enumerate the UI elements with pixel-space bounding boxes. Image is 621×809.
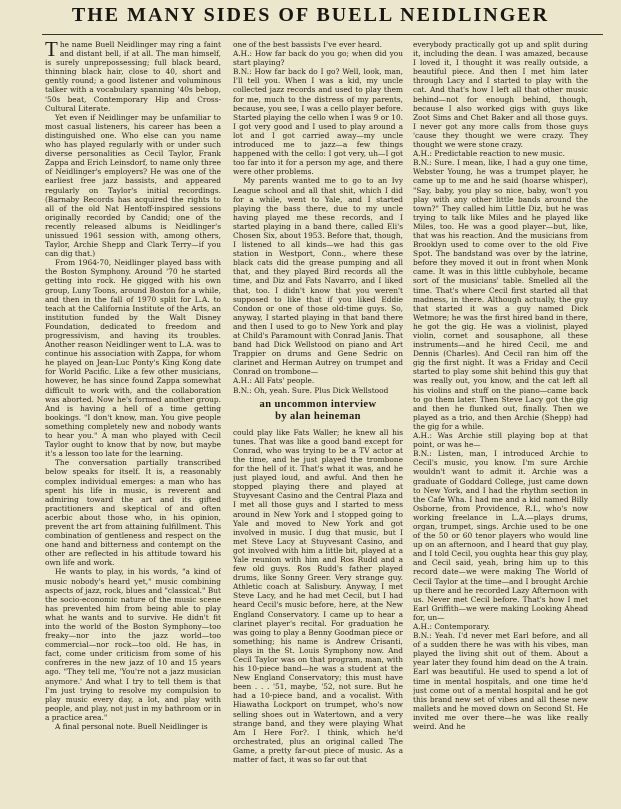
column-1	[45, 40, 221, 808]
question: A.H.: How far back do you go; when did you start playing?	[233, 49, 403, 68]
paragraph: The conversation partially transcribed below speaks for itself. It is, a reasonably complex individual emerges: a man who has spent his life in music, is reverent and admiring toward the art and its gifted practitioners and skeptical of and often acerbic about those who, in his opinion, prevent the art from attaining fulfillment. This combination of gentleness and respect on the one hand and bitterness and contempt on the other are reflected in his attitude toward his own life and work.	[45, 458, 221, 568]
answer: B.N.: How far back do I go? Well, look, man, I'll tell you. When I was a kid, my uncle collected jazz records and used to play them for me, much to the distress of my parents, because, you see, I was a cello player before. Started playing the cello when I was 9 or 10. I got very good and I used to play around a lot and I got carried away—my uncle introduced me to jazz—a few things happened with the cello: I got very, uh—I got too far into it for a person my age, and there were other problems.	[233, 67, 403, 177]
answer: B.N.: Sure. I mean, like, I had a guy one time, Webster Young, he was a trumpet player, he came up to me and he said (hoarse whisper), "Say, baby, you play so nice, baby, won't you play with any other little bands around the town?" They called him Little Diz, but he was trying to talk like Miles and he played like Miles, too. He was a good player—but, like, that was his reaction. And the musicians from Brooklyn used to come over to the old Five Spot. The bandstand was over by the latrine, before they moved it out in front when Monk came. It was in this little cubbyhole, became sort of the musicians' table. Smelled all the time. That's where Cecil first started all that madness, in there. Although actually, the guy that started it was a guy named Dick Wetmore; he was the first hired band in there, he got the gig. He was a violinist, played violin, cornet and sousaphone, all these instruments—and he hired Cecil, me and Dennis (Charles). And Cecil ran him off the gig the first night. It was a Friday and Cecil started to play some shit behind this guy that was really out, you know, and the cat left all his violins and stuff on the piano—came back to go them later. Then Steve Lacy got the gig and then he flunked out, finally. Then we played as a trio, and then Archie (Shepp) had the gig for a while.	[413, 158, 588, 431]
paragraph: A final personal note. Buell Neidlinger is	[55, 722, 208, 732]
paragraph: Yet even if Neidlinger may be unfamiliar to most casual listeners, his career has been a distinguished one. Who else can you name who has played regularly with or under such diverse personalities as Cecil Taylor, Frank Zappa and Erich Leinsdorf, to name only three of Neidlinger's employers? He was one of the earliest free jazz bassists, and appeared regularly on Taylor's initial recordings. (Barnaby Records has acquired the rights to all of the old Nat Hentoff-inspired sessions originally recorded by Candid; one of the recently released albums is Neidlinger's unissued 1961 session with, among others, Taylor, Archie Shepp and Clark Terry—if you can dig that.)	[45, 112, 221, 259]
paragraph	[45, 40, 221, 113]
title-rule	[42, 34, 603, 35]
question: A.H.: Was Archie still playing bop at that point, or was he—	[413, 431, 588, 450]
answer: B.N.: Listen, man, I introduced Archie to Cecil's music, you know. I'm sure Archie wouldn't want to admit it. Archie was a graduate of Goddard College, just came down to New York, and I had the rhythm section in the Cafe Wha. I had me and a kid named Billy Osborne, from Providence, R.I., who's now working freelance in L.A.—plays drums, organ, trumpet, sings. Archie used to be one of the 50 or 60 tenor players who would line up on an afternoon, and I heard that guy play, and I told Cecil, you oughta hear this guy play, and Cecil said, yeah, bring him up to this record date—we were making The World of Cecil Taylor at the time—and I brought Archie up there and he recorded Lazy Afternoon with us. Never met Cecil before. That's how I met Earl Griffith—we were making Looking Ahead for, un—	[413, 449, 588, 622]
paragraph-text: he name Buell Neidlinger may ring a faint and distant bell, if at all. The man himself, is surely unprepossessing; full black beard, thinning black hair, close to 40, short and gently round; a good listener and voluminous talker with a vocabulary spanning '40s bebop, '50s beat, Contemporary Hip and Cross-Cultural Literate.	[45, 40, 221, 113]
paragraph: My parents wanted me to go to an Ivy League school and all that shit, which I did for a while, went to Yale, and I started playing the bass there, due to my uncle having played me these records, and I started playing in a band there, called Eli's Chosen Six, about 1953. Before that, though, I listened to all kinds—we had this gas station in Westport, Conn., where these black cats did the grease pumping and all that, and they played Bird records all the time, and Diz and Fats Navarro, and I liked that, too. I didn't know that you weren't supposed to like that if you liked Eddie Condon or one of those old-time guys. So, anyway, I started playing in that band there and then I used to go to New York and play at Child's Paramount with Conrad Janis. That band had Dick Wellstood on piano and Art Trappier on drums and Gene Sedric on clarinet and Herman Autrey on trumpet and Conrad on trombone—	[233, 176, 403, 377]
question: A.H.: Contemporary.	[413, 622, 490, 631]
paragraph: one of the best bassists I've ever heard.	[233, 40, 382, 49]
paragraph: He wants to play, in his words, "a kind of music nobody's heard yet," music combining aspects of jazz, rock, blues and "classical." But the socio-economic nature of the music scene has prevented him from being able to play what he wants and to survive. He didn't fit into the world of the Boston Symphony—too freaky—nor into the jazz world—too commercial—nor rock—too old. He has, in fact, come under criticism from some of his confreres in the new jazz of 10 and 15 years ago. "They tell me, 'You're not a jazz musician anymore.' And what I try to tell them is that I'm just trying to resolve my compulsion to play music every day, a lot, and play with people, and play, not just in my bathroom or in a practice area."	[45, 567, 221, 722]
byline: by alan heineman	[275, 410, 361, 422]
paragraph: could play like Fats Waller; he knew all his tunes. That was like a good band except for Conrad, who was trying to be a TV actor at the time, and he just played the trombone for the hell of it. That's what it was, and he just played loud, and awful. And then he stopped playing there and played at Stuyvesant Casino and the Central Plaza and I met all those guys and I started to mess around in New York and I stopped going to Yale and moved to New York and got involved in music. I dug that music, but I met Steve Lacy at Stuyvesant Casino, and got involved with him a little bit, played at a Yale reunion with him and Ros Rudd and a few old guys. Ros Rudd's father played drums, like Sonny Greer. Very strange guy. Athletic coach at Salisbury. Anyway, I met Steve Lacy, and he had met Cecil, but I had heard Cecil's music before, here, at the New England Conservatory. I came up to hear a clarinet player's recital. For graduation he was going to play a Benny Goodman piece or something; his name is Andrew Crisanti, plays in the St. Louis Symphony now. And Cecil Taylor was on that program, man, with his 10-piece band—he was a student at the New England Conservatory; this must have been . . . '51, maybe, '52, not sure. But he had a 10-piece band, and a vocalist. With Hiawatha Lockport on trumpet, who's now selling shoes out in Watertown, and a very strange band, and they were playing What Am I Here For?. I think, which he'd orchestrated, plus an original called The Game, a pretty far-out piece of music. As a matter of fact, it was so far out that	[233, 427, 403, 765]
drop-cap: T	[45, 40, 58, 61]
answer: B.N.: Yeah. I'd never met Earl before, and all of a sudden there he was with his vibes, man played the living shit out of them. About a year later they found him dead on the A train. Earl was beautiful. He used to spend a lot of time in mental hospitals, and one time he'd just come out of a mental hospital and he got this brand new set of vibes and all these new mallets and he moved down on Second St. He invited me over there—he was like really weird. And he	[413, 631, 588, 732]
column-3	[413, 40, 588, 808]
subheading	[233, 399, 403, 423]
answer: B.N.: Oh, yeah. Sure. Plus Dick Wellstood	[233, 385, 389, 395]
column-2	[233, 40, 403, 808]
paragraph: From 1964-70, Neidlinger played bass with the Boston Symphony. Around '70 he started getting into rock. He gigged with his own group, Luny Toons, around Boston for a while, and then in the fall of 1970 split for L.A. to teach at the California Institute of the Arts, an institution funded by the Walt Disney Foundation, dedicated to freedom and progressivism, and having its troubles. Another reason Neidlinger went to L.A. was to continue his association with Zappa, for whom he played on Jean-Luc Ponty's King Kong date for World Pacific. Like a few other musicians, however, he has since found Zappa somewhat difficult to work with, and the collaboration was aborted. Now he's formed another group. And is having a hell of a time getting bookings. "I don't know, man. You give people something completely new and nobody wants to hear you." A man who played with Cecil Taylor ought to know that by now, but maybe it's a lesson too late for the learning.	[45, 258, 221, 459]
paragraph: everybody practically got up and split during it, including the dean. I was amazed, because I loved it, I thought it was really outside, a beautiful piece. And then I met him later through Lacy and I started to play with the cat. And that's how I left all that other music behind—not for enough behind, though, because I also worked gigs with guys like Zoot Sims and Chet Baker and all those guys. I never got any more calls from those guys 'cause they thought we were crazy. They thought we were stone crazy.	[413, 40, 588, 150]
question: A.H.: All Fats' people.	[233, 376, 315, 386]
subheading-line: an uncommon interview	[259, 398, 377, 410]
article-title: THE MANY SIDES OF BUELL NEIDLINGER	[71, 4, 550, 26]
question: A.H.: Predictable reaction to new music.	[413, 149, 565, 159]
